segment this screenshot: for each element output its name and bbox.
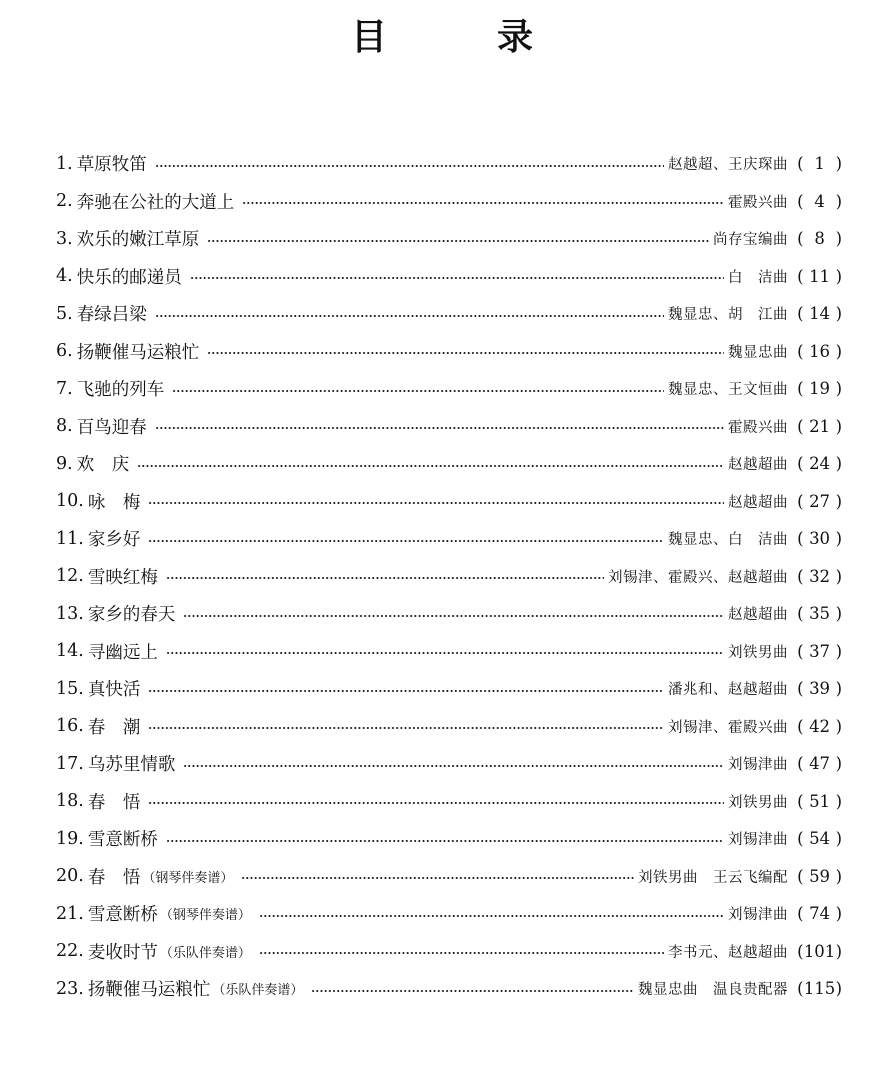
toc-entry[interactable] bbox=[56, 708, 842, 746]
page-open-paren: ( bbox=[797, 679, 804, 699]
page-open-paren: ( bbox=[797, 904, 804, 924]
page-open-paren: ( bbox=[797, 791, 804, 811]
toc-entry-composer: 霍殿兴曲 bbox=[728, 419, 788, 436]
toc-entry-composer: 刘锡津、霍殿兴曲 bbox=[668, 719, 788, 736]
dot-leader bbox=[311, 990, 634, 992]
page-title bbox=[0, 16, 884, 60]
toc-entry-page bbox=[788, 904, 842, 923]
toc-entry[interactable] bbox=[56, 783, 842, 821]
toc-entry-number: 2. bbox=[56, 191, 73, 212]
toc-entry-composer: 白 洁曲 bbox=[728, 269, 788, 286]
toc-entry-number: 23. bbox=[56, 978, 84, 999]
page-open-paren: ( bbox=[797, 566, 804, 586]
dot-leader bbox=[148, 540, 664, 542]
toc-entry[interactable] bbox=[56, 145, 842, 183]
toc-entry-title: 百鸟迎春 bbox=[76, 417, 147, 438]
toc-entry[interactable] bbox=[56, 520, 842, 558]
toc-entry-page bbox=[788, 829, 842, 848]
page-number: 14 bbox=[809, 304, 831, 324]
page-open-paren: ( bbox=[797, 604, 804, 624]
page-close-paren: ) bbox=[835, 716, 842, 736]
page-close-paren: ) bbox=[835, 679, 842, 699]
toc-entry-composer: 魏显忠、白 洁曲 bbox=[668, 532, 788, 549]
toc-entry[interactable] bbox=[56, 295, 842, 333]
toc-entry-title: 雪意断桥 bbox=[87, 830, 158, 851]
toc-entry[interactable] bbox=[56, 370, 842, 408]
toc-entry-page bbox=[788, 342, 842, 361]
page-open-paren: ( bbox=[797, 266, 804, 286]
toc-entry-page bbox=[788, 679, 842, 698]
toc-entry[interactable] bbox=[56, 445, 842, 483]
toc-entry-note: （钢琴伴奏谱） bbox=[142, 870, 234, 886]
toc-entry-page bbox=[788, 379, 842, 398]
page-open-paren: ( bbox=[797, 454, 804, 474]
toc-entry[interactable] bbox=[56, 483, 842, 521]
dot-leader bbox=[241, 877, 634, 879]
page-number: 11 bbox=[809, 266, 831, 286]
toc-entry-number: 14. bbox=[56, 641, 84, 662]
page-number: 35 bbox=[809, 604, 831, 624]
page-close-paren: ) bbox=[835, 454, 842, 474]
toc-entry-page bbox=[788, 567, 842, 586]
toc-entry-page bbox=[788, 942, 842, 961]
page-open-paren: ( bbox=[797, 979, 804, 999]
toc-entry-page bbox=[788, 867, 842, 886]
toc-entry-page bbox=[788, 717, 842, 736]
toc-entry-number: 11. bbox=[56, 528, 84, 549]
toc-entry[interactable] bbox=[56, 258, 842, 296]
toc-entry-note: （乐队伴奏谱） bbox=[159, 945, 251, 961]
toc-entry-title: 春 悟 bbox=[87, 867, 141, 888]
page-close-paren: ) bbox=[835, 979, 842, 999]
dot-leader bbox=[259, 952, 664, 954]
toc-entry-page bbox=[788, 979, 842, 998]
toc-entry-number: 22. bbox=[56, 941, 84, 962]
toc-entry[interactable] bbox=[56, 670, 842, 708]
toc-entry-title: 乌苏里情歌 bbox=[87, 755, 176, 776]
toc-entry[interactable] bbox=[56, 633, 842, 671]
page-close-paren: ) bbox=[835, 566, 842, 586]
page-open-paren: ( bbox=[797, 304, 804, 324]
toc-entry-number: 19. bbox=[56, 828, 84, 849]
dot-leader bbox=[148, 502, 724, 504]
page-number: 21 bbox=[809, 416, 831, 436]
page-close-paren: ) bbox=[835, 941, 842, 961]
page-open-paren: ( bbox=[797, 229, 804, 249]
toc-entry-note: （钢琴伴奏谱） bbox=[159, 908, 251, 924]
page-close-paren: ) bbox=[835, 529, 842, 549]
page-open-paren: ( bbox=[797, 341, 804, 361]
dot-leader bbox=[242, 202, 724, 204]
toc-entry-composer: 刘锡津、霍殿兴、赵越超曲 bbox=[608, 569, 788, 586]
page-number: 47 bbox=[809, 754, 831, 774]
page-open-paren: ( bbox=[797, 941, 804, 961]
toc-entry[interactable] bbox=[56, 933, 842, 971]
toc-entry-number: 9. bbox=[56, 453, 73, 474]
page-close-paren: ) bbox=[835, 754, 842, 774]
toc-entry-number: 6. bbox=[56, 341, 73, 362]
toc-entry-composer: 刘铁男曲 bbox=[728, 794, 788, 811]
page-number: 27 bbox=[809, 491, 831, 511]
page-close-paren: ) bbox=[835, 191, 842, 211]
toc-entry[interactable] bbox=[56, 595, 842, 633]
toc-entry-title: 春 潮 bbox=[87, 717, 141, 738]
toc-entry-page bbox=[788, 529, 842, 548]
dot-leader bbox=[172, 390, 664, 392]
toc-entry-number: 3. bbox=[56, 228, 73, 249]
toc-entry-page bbox=[788, 267, 842, 286]
page-open-paren: ( bbox=[797, 641, 804, 661]
page-title-part2: 录 bbox=[497, 17, 534, 58]
dot-leader bbox=[183, 615, 724, 617]
page-close-paren: ) bbox=[835, 829, 842, 849]
toc-entry-title: 飞驰的列车 bbox=[76, 380, 165, 401]
toc-entry[interactable] bbox=[56, 333, 842, 371]
page-open-paren: ( bbox=[797, 416, 804, 436]
toc-entry-title: 春 悟 bbox=[87, 792, 141, 813]
page-open-paren: ( bbox=[797, 191, 804, 211]
toc-entry[interactable] bbox=[56, 220, 842, 258]
toc-entry-number: 8. bbox=[56, 416, 73, 437]
toc-entry-composer: 魏显忠曲 温良贵配器 bbox=[638, 982, 788, 999]
table-of-contents bbox=[56, 145, 842, 1008]
toc-entry-page bbox=[788, 754, 842, 773]
toc-entry-title: 雪映红梅 bbox=[87, 567, 158, 588]
page-close-paren: ) bbox=[835, 341, 842, 361]
toc-entry-title: 真快活 bbox=[87, 680, 141, 701]
toc-entry-composer: 尚存宝编曲 bbox=[713, 232, 788, 249]
toc-entry-page bbox=[788, 492, 842, 511]
toc-entry-composer: 赵越超曲 bbox=[728, 457, 788, 474]
toc-entry-composer: 魏显忠、王文恒曲 bbox=[668, 382, 788, 399]
toc-entry[interactable] bbox=[56, 970, 842, 1008]
dot-leader bbox=[137, 465, 724, 467]
toc-entry-composer: 刘锡津曲 bbox=[728, 907, 788, 924]
page-open-paren: ( bbox=[797, 829, 804, 849]
toc-entry-number: 15. bbox=[56, 678, 84, 699]
toc-entry-title: 雪意断桥 bbox=[87, 905, 158, 926]
dot-leader bbox=[166, 577, 604, 579]
toc-entry-title: 扬鞭催马运粮忙 bbox=[76, 342, 200, 363]
toc-entry-page bbox=[788, 229, 842, 248]
page-close-paren: ) bbox=[835, 304, 842, 324]
page-number: 74 bbox=[809, 904, 831, 924]
toc-entry-page bbox=[788, 304, 842, 323]
page-number: 54 bbox=[809, 829, 831, 849]
toc-entry-number: 20. bbox=[56, 866, 84, 887]
dot-leader bbox=[155, 165, 664, 167]
toc-entry[interactable] bbox=[56, 745, 842, 783]
toc-entry-number: 7. bbox=[56, 378, 73, 399]
toc-entry-page bbox=[788, 792, 842, 811]
toc-entry-title: 咏 梅 bbox=[87, 492, 141, 513]
toc-entry-title: 家乡的春天 bbox=[87, 605, 176, 626]
toc-entry-composer: 潘兆和、赵越超曲 bbox=[668, 682, 788, 699]
toc-entry-composer: 霍殿兴曲 bbox=[728, 194, 788, 211]
page-open-paren: ( bbox=[797, 154, 804, 174]
toc-entry-composer: 魏显忠曲 bbox=[728, 344, 788, 361]
page-number: 51 bbox=[809, 791, 831, 811]
toc-entry-title: 寻幽远上 bbox=[87, 642, 158, 663]
page-close-paren: ) bbox=[835, 491, 842, 511]
toc-entry-number: 5. bbox=[56, 303, 73, 324]
dot-leader bbox=[259, 915, 724, 917]
toc-entry-composer: 赵越超曲 bbox=[728, 494, 788, 511]
page-number: 8 bbox=[814, 229, 825, 249]
toc-entry-page bbox=[788, 192, 842, 211]
dot-leader bbox=[190, 277, 724, 279]
dot-leader bbox=[148, 690, 664, 692]
toc-entry-number: 10. bbox=[56, 491, 84, 512]
toc-entry-title: 欢 庆 bbox=[76, 455, 130, 476]
toc-entry-composer: 刘铁男曲 bbox=[728, 644, 788, 661]
page-open-paren: ( bbox=[797, 529, 804, 549]
toc-entry-page bbox=[788, 642, 842, 661]
toc-entry[interactable] bbox=[56, 858, 842, 896]
page-number: 101 bbox=[803, 941, 836, 961]
page-number: 19 bbox=[809, 379, 831, 399]
toc-entry-title: 欢乐的嫩江草原 bbox=[76, 230, 200, 251]
toc-entry-title: 草原牧笛 bbox=[76, 155, 147, 176]
toc-entry-page bbox=[788, 417, 842, 436]
toc-entry-number: 4. bbox=[56, 266, 73, 287]
toc-entry-note: （乐队伴奏谱） bbox=[212, 983, 304, 999]
toc-entry-page bbox=[788, 604, 842, 623]
page-close-paren: ) bbox=[835, 266, 842, 286]
page-number: 32 bbox=[809, 566, 831, 586]
toc-entry-title: 麦收时节 bbox=[87, 942, 158, 963]
page-close-paren: ) bbox=[835, 604, 842, 624]
page-number: 1 bbox=[814, 154, 825, 174]
page-close-paren: ) bbox=[835, 416, 842, 436]
dot-leader bbox=[166, 652, 724, 654]
page-close-paren: ) bbox=[835, 791, 842, 811]
toc-entry-number: 13. bbox=[56, 603, 84, 624]
page-open-paren: ( bbox=[797, 866, 804, 886]
page-number: 16 bbox=[809, 341, 831, 361]
toc-entry-number: 18. bbox=[56, 791, 84, 812]
page-number: 37 bbox=[809, 641, 831, 661]
page-open-paren: ( bbox=[797, 379, 804, 399]
toc-entry[interactable] bbox=[56, 820, 842, 858]
dot-leader bbox=[148, 802, 724, 804]
toc-entry-page bbox=[788, 154, 842, 173]
page-number: 39 bbox=[809, 679, 831, 699]
page-number: 115 bbox=[803, 979, 836, 999]
toc-entry-title: 春绿吕梁 bbox=[76, 305, 147, 326]
page-close-paren: ) bbox=[835, 154, 842, 174]
page-open-paren: ( bbox=[797, 491, 804, 511]
page-number: 59 bbox=[809, 866, 831, 886]
toc-entry-composer: 刘铁男曲 王云飞编配 bbox=[638, 869, 788, 886]
dot-leader bbox=[207, 240, 709, 242]
toc-entry-title: 扬鞭催马运粮忙 bbox=[87, 980, 211, 1001]
toc-entry[interactable] bbox=[56, 408, 842, 446]
toc-entry-composer: 李书元、赵越超曲 bbox=[668, 944, 788, 961]
toc-entry-composer: 刘锡津曲 bbox=[728, 757, 788, 774]
toc-entry-number: 12. bbox=[56, 566, 84, 587]
page-number: 30 bbox=[809, 529, 831, 549]
toc-entry-number: 17. bbox=[56, 753, 84, 774]
page-number: 24 bbox=[809, 454, 831, 474]
page-close-paren: ) bbox=[835, 379, 842, 399]
dot-leader bbox=[155, 315, 664, 317]
dot-leader bbox=[183, 765, 724, 767]
toc-entry[interactable] bbox=[56, 895, 842, 933]
page-close-paren: ) bbox=[835, 904, 842, 924]
page-open-paren: ( bbox=[797, 754, 804, 774]
toc-entry[interactable] bbox=[56, 558, 842, 596]
toc-entry-page bbox=[788, 454, 842, 473]
toc-entry-number: 1. bbox=[56, 153, 73, 174]
dot-leader bbox=[148, 727, 664, 729]
toc-entry-number: 21. bbox=[56, 903, 84, 924]
dot-leader bbox=[207, 352, 724, 354]
page-close-paren: ) bbox=[835, 641, 842, 661]
toc-entry[interactable] bbox=[56, 183, 842, 221]
page-close-paren: ) bbox=[835, 229, 842, 249]
page-open-paren: ( bbox=[797, 716, 804, 736]
page-title-part1: 目 bbox=[350, 17, 387, 58]
toc-entry-title: 快乐的邮递员 bbox=[76, 267, 182, 288]
toc-entry-composer: 魏显忠、胡 江曲 bbox=[668, 307, 788, 324]
toc-entry-composer: 赵越超曲 bbox=[728, 607, 788, 624]
toc-entry-title: 奔驰在公社的大道上 bbox=[76, 192, 235, 213]
page-number: 4 bbox=[814, 191, 825, 211]
page-number: 42 bbox=[809, 716, 831, 736]
dot-leader bbox=[155, 427, 724, 429]
toc-entry-composer: 刘锡津曲 bbox=[728, 832, 788, 849]
page-close-paren: ) bbox=[835, 866, 842, 886]
toc-entry-composer: 赵越超、王庆琛曲 bbox=[668, 157, 788, 174]
toc-entry-number: 16. bbox=[56, 716, 84, 737]
dot-leader bbox=[166, 840, 724, 842]
toc-entry-title: 家乡好 bbox=[87, 530, 141, 551]
